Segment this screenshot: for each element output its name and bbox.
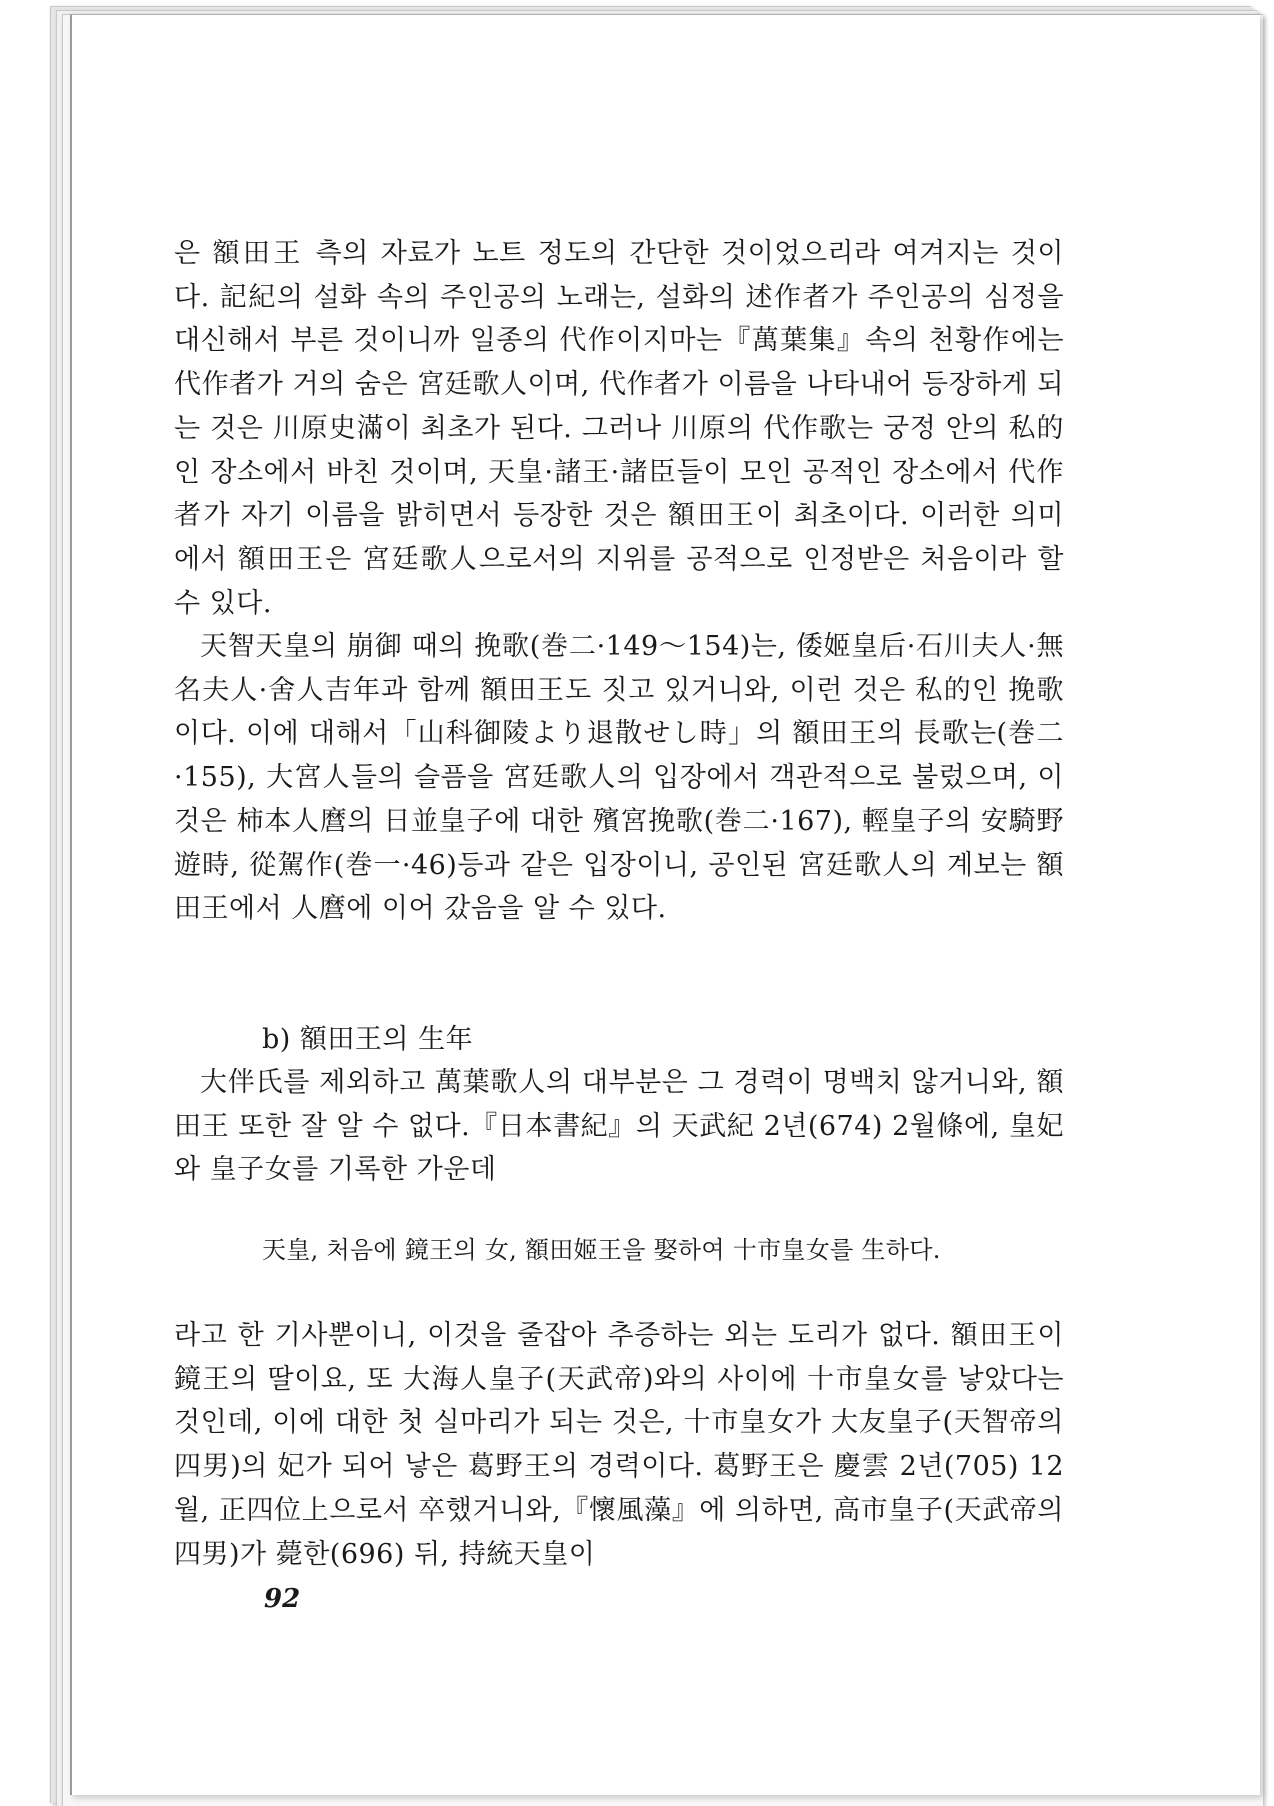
body-paragraph-4 [174,1314,1064,1576]
paragraph-text: 라고 한 기사뿐이니, 이것을 줄잡아 추증하는 외는 도리가 없다. 額田王이 鏡王의 딸이요, 또 大海人皇子(天武帝)와의 사이에 十市皇女를 낳았다는 것인데, 이에 대한 첫 실마리가 되는 것은, 十市皇女가 大友皇子(天智帝의 四男)의 妃가 되어 낳은 葛野王의 경력이다. 葛野王은 慶雲 2년(705) 12월, 正四位上으로서 卒했거니와,『懷風藻』에 의하면, 高市皇子(天武帝의 四男)가 薨한(696) 뒤, 持統天皇이 [174,1320,1064,1570]
body-paragraph-3 [174,1061,1064,1192]
page-number: 92 [264,1584,301,1614]
block-quote: 天皇, 처음에 鏡王의 女, 額田姬王을 娶하여 十市皇女를 生하다. [262,1236,941,1264]
section-heading: b) 額田王의 生年 [262,1024,474,1055]
paragraph-text: 은 額田王 측의 자료가 노트 정도의 간단한 것이었으리라 여겨지는 것이다. 記紀의 설화 속의 주인공의 노래는, 설화의 述作者가 주인공의 심정을 대신해서 부른 것이니까 일종의 代作이지마는『萬葉集』속의 천황作에는 代作者가 거의 숨은 宮廷歌人이며, 代作者가 이름을 나타내어 등장하게 되는 것은 川原史滿이 최초가 된다. 그러나 川原의 代作歌는 궁정 안의 私的인 장소에서 바친 것이며, 天皇·諸王·諸臣들이 모인 공적인 장소에서 代作者가 자기 이름을 밝히면서 등장한 것은 額田王이 최초이다. 이러한 의미에서 額田王은 宮廷歌人으로서의 지위를 공적으로 인정받은 처음이라 할 수 있다. [174,238,1064,619]
paragraph-text: 大伴氏를 제외하고 萬葉歌人의 대부분은 그 경력이 명백치 않거니와, 額田王 또한 잘 알 수 없다.『日本書紀』의 天武紀 2년(674) 2월條에, 皇妃와 皇子女를 기록한 가운데 [174,1067,1064,1186]
paragraph-text: 天智天皇의 崩御 때의 挽歌(巻二·149～154)는, 倭姬皇后·石川夫人·無名夫人·舍人吉年과 함께 額田王도 짓고 있거니와, 이런 것은 私的인 挽歌이다. 이에 대해서「山科御陵より退散せし時」의 額田王의 長歌는(巻二·155), 大宮人들의 슬픔을 宮廷歌人의 입장에서 객관적으로 불렀으며, 이것은 柿本人麿의 日並皇子에 대한 殯宮挽歌(巻二·167), 輕皇子의 安騎野遊時, 從駕作(巻一·46)등과 같은 입장이니, 공인된 宮廷歌人의 계보는 額田王에서 人麿에 이어 갔음을 알 수 있다. [174,631,1064,925]
body-paragraph-1 [174,232,1064,625]
body-paragraph-2 [174,625,1064,931]
